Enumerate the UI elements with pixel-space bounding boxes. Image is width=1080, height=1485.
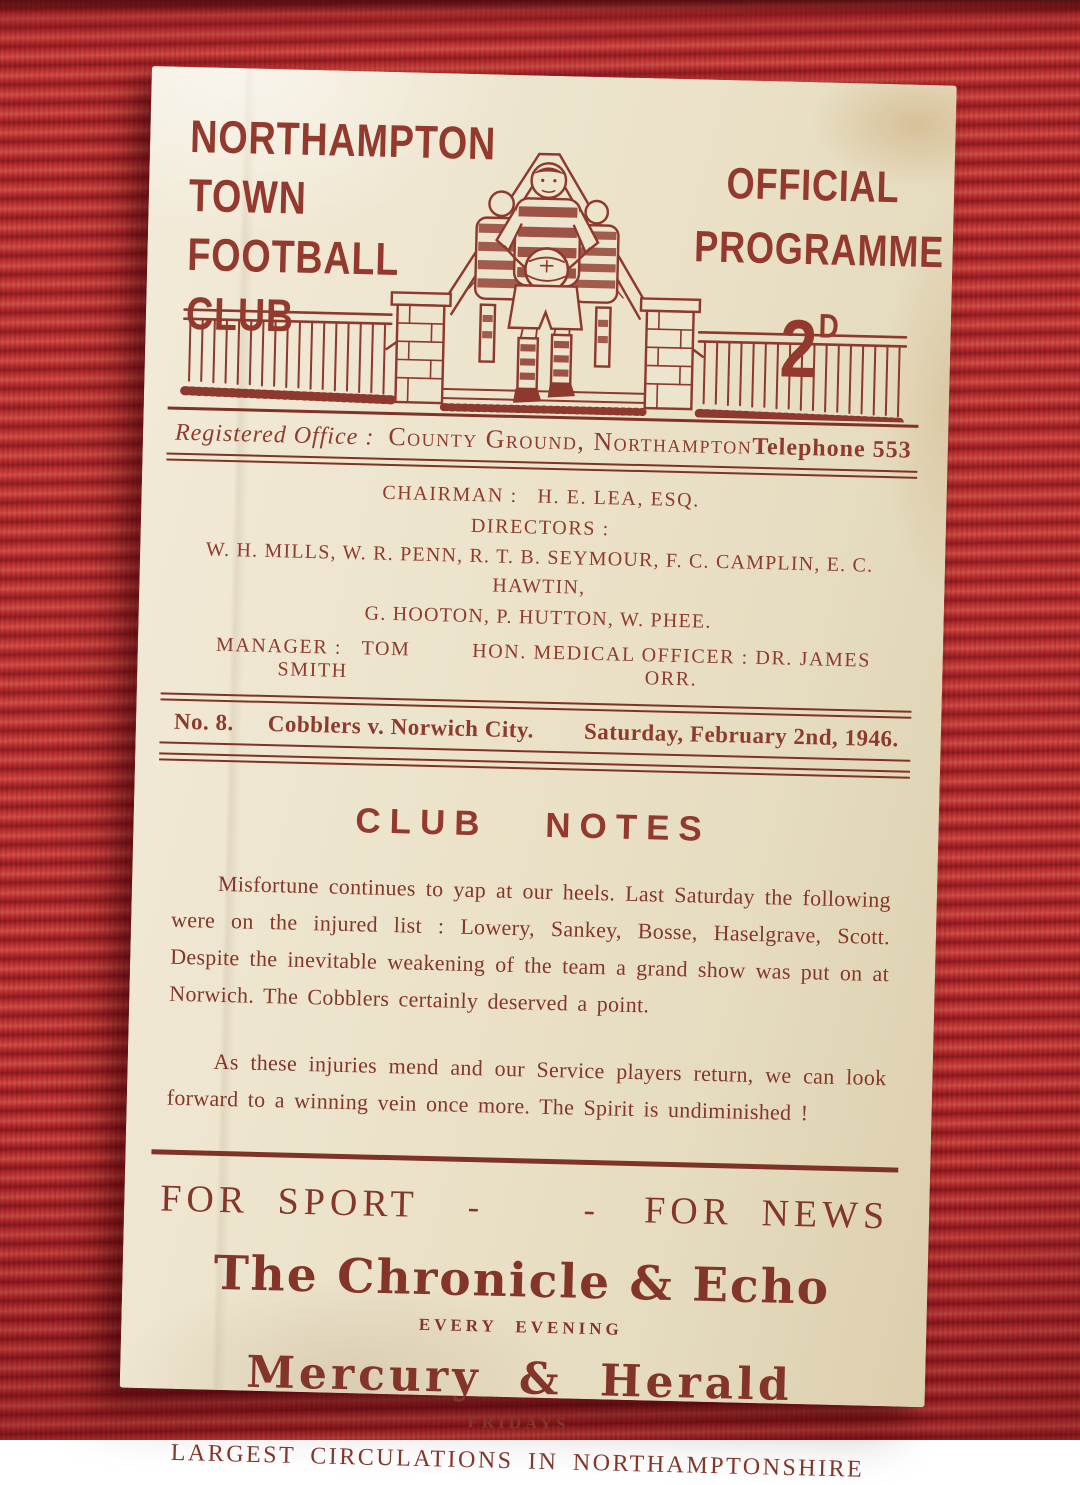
newspaper-title-mercury: Mercury & Herald [144,1344,896,1413]
club-notes-paragraph-1: Misfortune continues to yap at our heels. Last Saturday the following were on the injured list : Lowery, Sankey, Bosse, Haselgrave, Scott. Despite the inevitable weakening of the team a grand show was put on at Norwich. The Cobblers certainly deserved a point. [169,864,891,1030]
club-notes-title: CLUB NOTES [157,796,909,854]
newspaper-title-chronicle: The Chronicle & Echo [146,1244,898,1317]
registered-office-address: County Ground, Northampton [388,422,753,461]
club-name-line-3: FOOTBALL [187,225,494,291]
circulation-tagline: LARGEST CIRCULATIONS IN NORTHAMPTONSHIRE [142,1439,893,1484]
manager-name: TOM SMITH [277,637,410,682]
registered-office-label: Registered Office : [175,420,375,452]
medical-officer-label: HON. MEDICAL OFFICER : [472,640,749,669]
club-name [185,107,497,350]
telephone-number: Telephone 553 [752,434,912,465]
club-notes-paragraph-2: As these injuries mend and our Service players return, we can look forward to a winning vein once more. The Spirit is undiminished ! [166,1042,887,1134]
medical-officer-name: DR. JAMES ORR. [644,647,871,691]
programme-line-2: PROGRAMME [693,215,929,285]
manager-line [179,633,447,686]
price-number: 2 [779,303,819,395]
manager-medical-row [165,633,909,697]
masthead [168,95,926,425]
advert-divider [151,1149,898,1172]
advert-slogan-row [160,1177,890,1239]
club-name-line-2: TOWN [188,166,495,232]
programme-front-page [120,66,957,1407]
directors-label: DIRECTORS : [169,508,912,549]
chairman-label: CHAIRMAN : [382,482,518,507]
slogan-right: FOR NEWS [644,1188,890,1238]
medical-officer-line [446,639,897,696]
club-name-line-1: NORTHAMPTON [190,107,497,173]
manager-label: MANAGER : [216,634,343,659]
directors-names-line-2: G. HOOTON, P. HUTTON, W. PHEE. [166,595,909,642]
chronicle-schedule: EVERY EVENING [145,1308,896,1346]
slogan-left: FOR SPORT [160,1177,419,1227]
programme-price [691,283,928,393]
price-unit: D [818,307,839,345]
match-number: No. 8. [174,709,234,736]
club-name-line-4: CLUB [185,284,492,350]
directors-names-line-1: W. H. MILLS, W. R. PENN, R. T. B. SEYMOUR, F. C. CAMPLIN, E. C. HAWTIN, [167,535,911,611]
slogan-separator: - - [467,1189,595,1230]
match-date: Saturday, February 2nd, 1946. [584,719,899,753]
programme-line-1: OFFICIAL [695,151,931,221]
match-fixture: Cobblers v. Norwich City. [268,711,535,743]
programme-title [691,151,931,393]
chairman-name: H. E. LEA, ESQ. [537,486,700,512]
mercury-schedule: FRIDAYS [143,1404,894,1442]
officials-section [161,460,917,710]
